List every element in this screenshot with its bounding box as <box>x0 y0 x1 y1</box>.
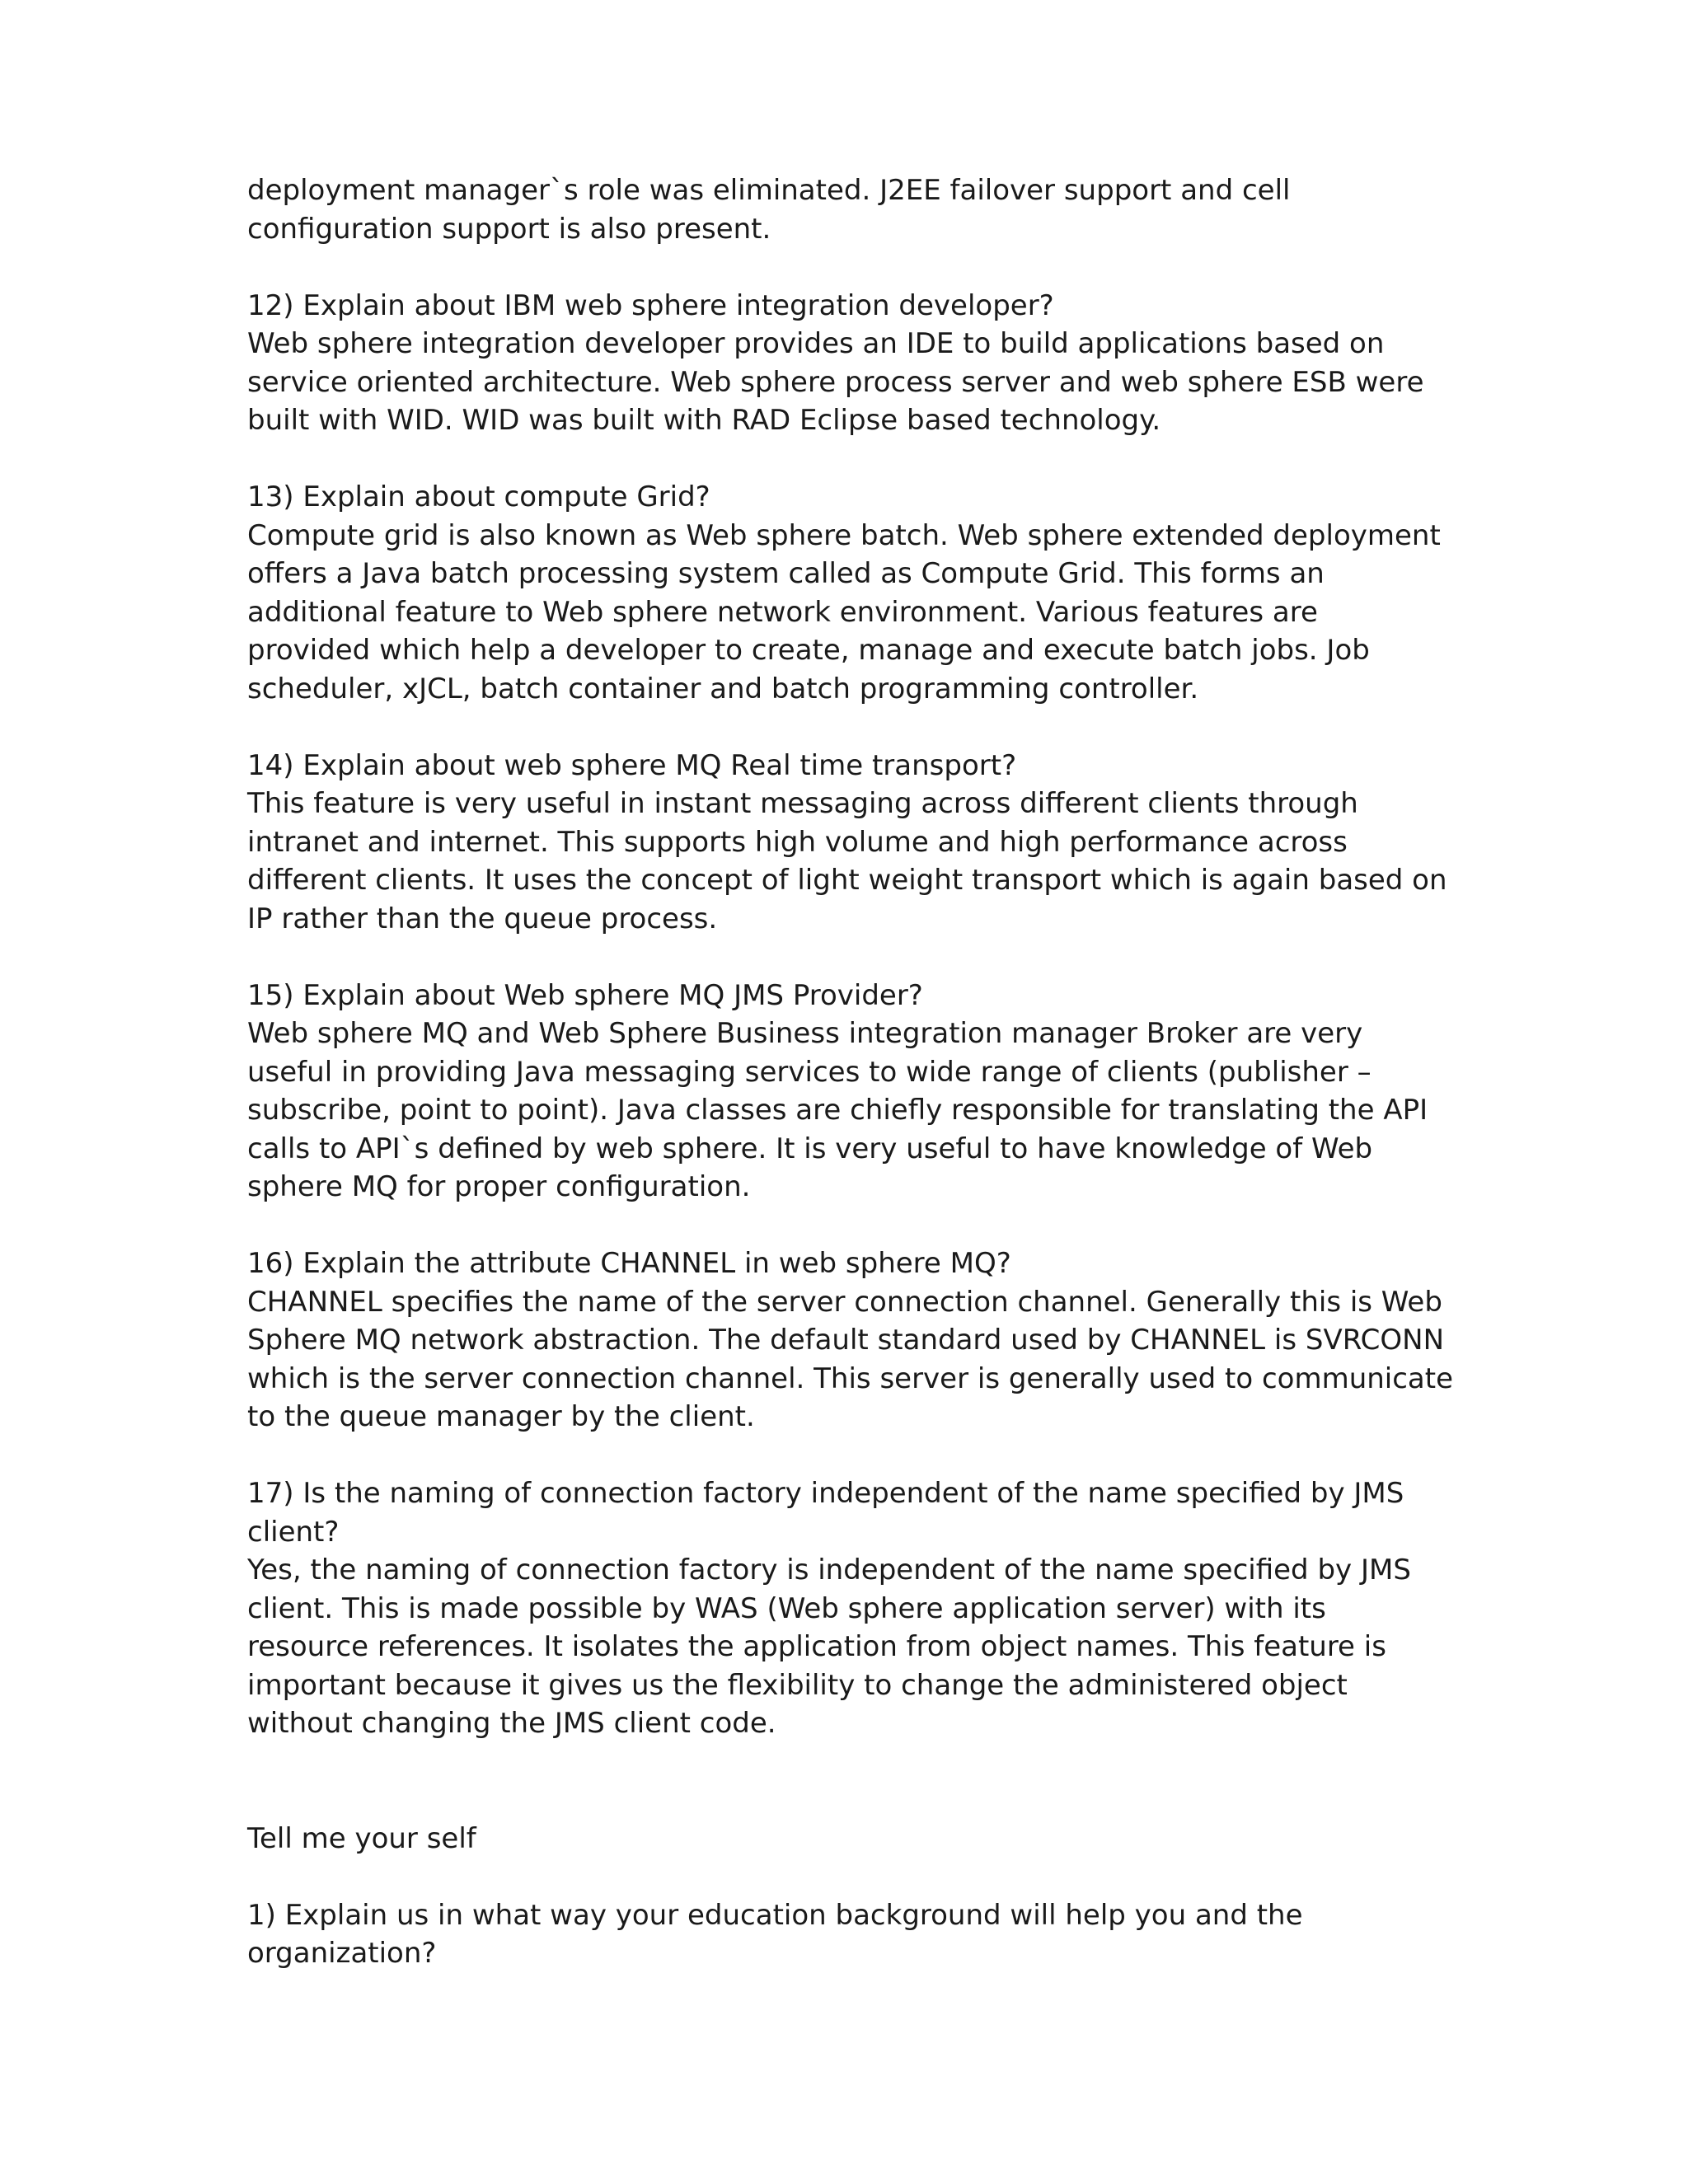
final-question <box>247 1896 1442 1973</box>
answer-line: useful in providing Java messaging services to wide range of clients (publisher – <box>247 1055 1372 1089</box>
question-line: 12) Explain about IBM web sphere integration developer? <box>247 288 1054 322</box>
answer-line: CHANNEL specifies the name of the server connection channel. Generally this is Web <box>247 1285 1442 1319</box>
answer-line: IP rather than the queue process. <box>247 902 718 935</box>
answer-line: intranet and internet. This supports high volume and high performance across <box>247 825 1348 859</box>
answer-line: Sphere MQ network abstraction. The default standard used by CHANNEL is SVRCONN <box>247 1324 1445 1357</box>
question-line: 17) Is the naming of connection factory independent of the name specified by JMS <box>247 1477 1404 1510</box>
text-line: configuration support is also present. <box>247 212 771 246</box>
answer-line: Web sphere integration developer provides an IDE to build applications based on <box>247 327 1385 360</box>
answer-line: sphere MQ for proper configuration. <box>247 1170 751 1203</box>
qa-block-13 <box>247 478 1442 708</box>
answer-line: built with WID. WID was built with RAD Eclipse based technology. <box>247 404 1161 437</box>
answer-line: Yes, the naming of connection factory is independent of the name specified by JMS <box>247 1554 1411 1586</box>
qa-block-15 <box>247 977 1442 1207</box>
answer-line: This feature is very useful in instant messaging across different clients through <box>247 787 1358 820</box>
answer-line: calls to API`s defined by web sphere. It is very useful to have knowledge of Web <box>247 1132 1373 1165</box>
answer-line: Web sphere MQ and Web Sphere Business integration manager Broker are very <box>247 1017 1363 1050</box>
answer-line: offers a Java batch processing system called as Compute Grid. This forms an <box>247 557 1325 590</box>
question-line: 13) Explain about compute Grid? <box>247 480 710 513</box>
answer-line: client. This is made possible by WAS (Web sphere application server) with its <box>247 1591 1326 1625</box>
answer-line: without changing the JMS client code. <box>247 1707 776 1740</box>
page-content <box>247 171 1454 1973</box>
answer-line: service oriented architecture. Web sphere process server and web sphere ESB were <box>247 365 1424 399</box>
question-line: client? <box>247 1515 340 1549</box>
answer-line: Compute grid is also known as Web sphere batch. Web sphere extended deployment <box>247 518 1441 552</box>
question-line: 14) Explain about web sphere MQ Real time transport? <box>247 748 1017 782</box>
answer-line: subscribe, point to point). Java classes are chiefly responsible for translating the API <box>247 1094 1428 1127</box>
answer-line: important because it gives us the flexibility to change the administered object <box>247 1668 1348 1702</box>
text-line: deployment manager`s role was eliminated. J2EE failover support and cell <box>247 174 1291 207</box>
answer-line: to the queue manager by the client. <box>247 1400 755 1433</box>
answer-line: different clients. It uses the concept of light weight transport which is again based on <box>247 864 1447 897</box>
qa-block-14 <box>247 747 1447 939</box>
question-line: 15) Explain about Web sphere MQ JMS Provider? <box>247 978 923 1012</box>
answer-line: scheduler, xJCL, batch container and batch programming controller. <box>247 672 1199 705</box>
qa-block-16 <box>247 1244 1454 1436</box>
question-line: organization? <box>247 1937 437 1970</box>
qa-block-17 <box>247 1474 1442 1743</box>
answer-line: resource references. It isolates the application from object names. This feature is <box>247 1630 1386 1663</box>
qa-block-12 <box>247 287 1442 440</box>
answer-line: additional feature to Web sphere network environment. Various features are <box>247 595 1318 629</box>
answer-line: which is the server connection channel. This server is generally used to communicate <box>247 1361 1454 1395</box>
answer-line: provided which help a developer to create, manage and execute batch jobs. Job <box>247 634 1370 667</box>
intro-paragraph <box>247 171 1442 248</box>
question-line: 1) Explain us in what way your education background will help you and the <box>247 1898 1303 1932</box>
section-heading: Tell me your self <box>247 1821 476 1855</box>
question-line: 16) Explain the attribute CHANNEL in web sphere MQ? <box>247 1247 1011 1280</box>
